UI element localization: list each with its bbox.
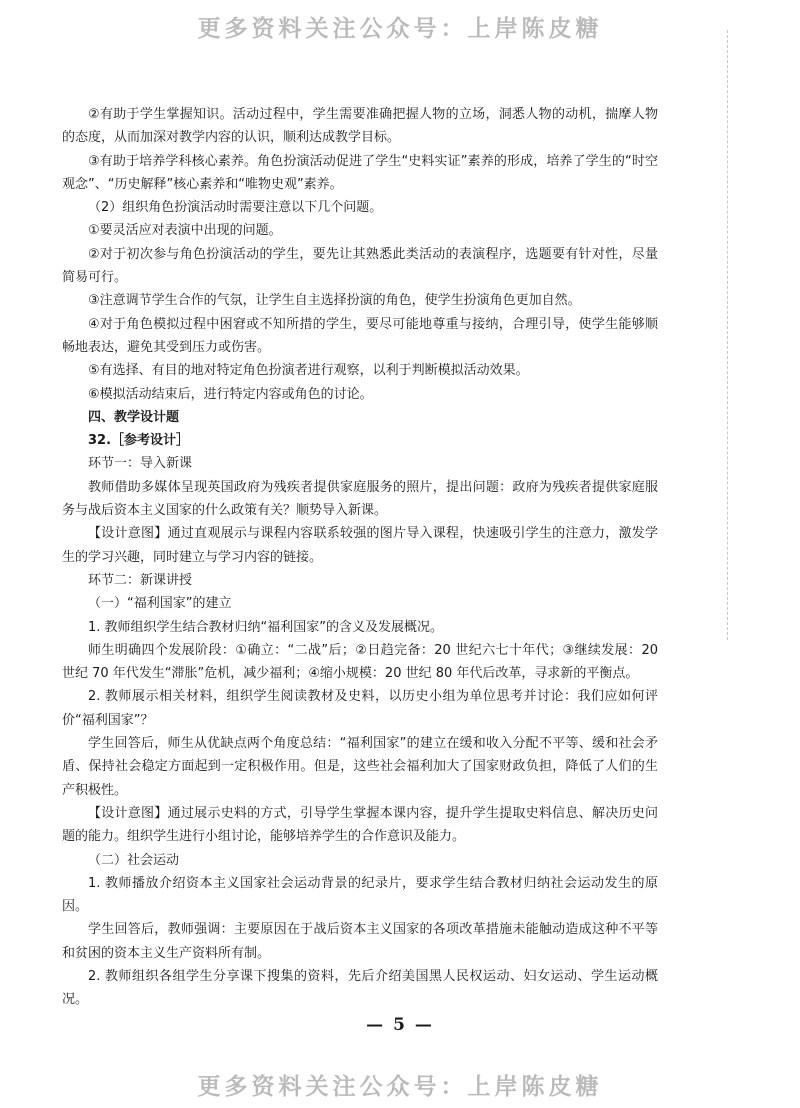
paragraph: ②对于初次参与角色扮演活动的学生，要先让其熟悉此类活动的表演程序，选题要有针对性，尽量简易可行。 — [62, 246, 658, 286]
page-number: — 5 — — [366, 1015, 434, 1035]
paragraph: 环节二：新课讲授 — [88, 572, 193, 588]
paragraph: ⑥模拟活动结束后，进行特定内容或角色的讨论。 — [88, 386, 373, 402]
paragraph: （二）社会运动 — [88, 852, 180, 868]
watermark-bottom: 更多资料关注公众号：上岸陈皮糖 — [197, 1074, 603, 1100]
paragraph: 环节一：导入新课 — [88, 456, 193, 472]
watermark-top: 更多资料关注公众号：上岸陈皮糖 — [197, 16, 603, 42]
paragraph: ④对于角色模拟过程中困窘或不知所措的学生，要尽可能地尊重与接纳，合理引导，使学生能够顺畅地表达，避免其受到压力或伤害。 — [62, 316, 658, 355]
paragraph: ②有助于学生掌握知识。活动过程中，学生需要准确把握人物的立场，洞悉人物的动机，揣摩人物的态度，从而加深对教学内容的认识，顺利达成教学目标。 — [62, 107, 658, 146]
paragraph: ③有助于培养学科核心素养。角色扮演活动促进了学生“史料实证”素养的形成，培养了学生的“时空观念”、“历史解释”核心素养和“唯物史观”素养。 — [62, 153, 658, 192]
paragraph: ①要灵活应对表演中出现的问题。 — [88, 223, 282, 239]
document-body — [62, 103, 658, 1012]
paragraph: 2. 教师展示相关材料，组织学生阅读教材及史料，以历史小组为单位思考并讨论：我们应如何评价“福利国家”？ — [62, 689, 658, 728]
paragraph: ③注意调节学生合作的气氛，让学生自主选择扮演的角色，使学生扮演角色更加自然。 — [88, 293, 581, 309]
section-heading: 四、教学设计题 — [88, 409, 180, 425]
section-heading: 32.［参考设计］ — [88, 433, 190, 449]
paragraph: 教师借助多媒体呈现英国政府为残疾者提供家庭服务的照片，提出问题：政府为残疾者提供家庭服务与战后资本主义国家的什么政策有关？顺势导入新课。 — [62, 479, 658, 519]
paragraph: 学生回答后，教师强调：主要原因在于战后资本主义国家的各项改革措施未能触动造成这种不平等和贫困的资本主义生产资料所有制。 — [62, 922, 658, 961]
paragraph: 【设计意图】通过展示史料的方式，引导学生掌握本课内容，提升学生提取史料信息、解决历史问题的能力。组织学生进行小组讨论，能够培养学生的合作意识及能力。 — [62, 805, 658, 845]
paragraph: 1. 教师组织学生结合教材归纳“福利国家”的含义及发展概况。 — [88, 619, 444, 635]
paragraph: 学生回答后，师生从优缺点两个角度总结：“福利国家”的建立在缓和收入分配不平等、缓和社会矛盾、保持社会稳定方面起到一定积极作用。但是，这些社会福利加大了国家财政负担，降低了人们的生产积极性。 — [62, 736, 658, 798]
paragraph: ⑤有选择、有目的地对特定角色扮演者进行观察，以利于判断模拟活动效果。 — [88, 363, 529, 379]
paragraph: （一）“福利国家”的建立 — [88, 596, 232, 612]
paragraph: 师生明确四个发展阶段：①确立：“二战”后；②日趋完备：20 世纪六七十年代；③继续发展：20 世纪 70 年代发生“滞胀”危机，减少福利；④缩小规模：20 世纪 80 年代后改革，寻求新的平衡点。 — [62, 642, 658, 682]
margin-rule — [727, 30, 728, 640]
paragraph: 2. 教师组织各组学生分享课下搜集的资料，先后介绍美国黑人民权运动、妇女运动、学生运动概况。 — [62, 968, 658, 1008]
paragraph: （2）组织角色扮演活动时需要注意以下几个问题。 — [88, 200, 383, 216]
paragraph: 1. 教师播放介绍资本主义国家社会运动背景的纪录片，要求学生结合教材归纳社会运动发生的原因。 — [62, 875, 658, 915]
paragraph: 【设计意图】通过直观展示与课程内容联系较强的图片导入课程，快速吸引学生的注意力，激发学生的学习兴趣，同时建立与学习内容的链接。 — [62, 526, 658, 565]
